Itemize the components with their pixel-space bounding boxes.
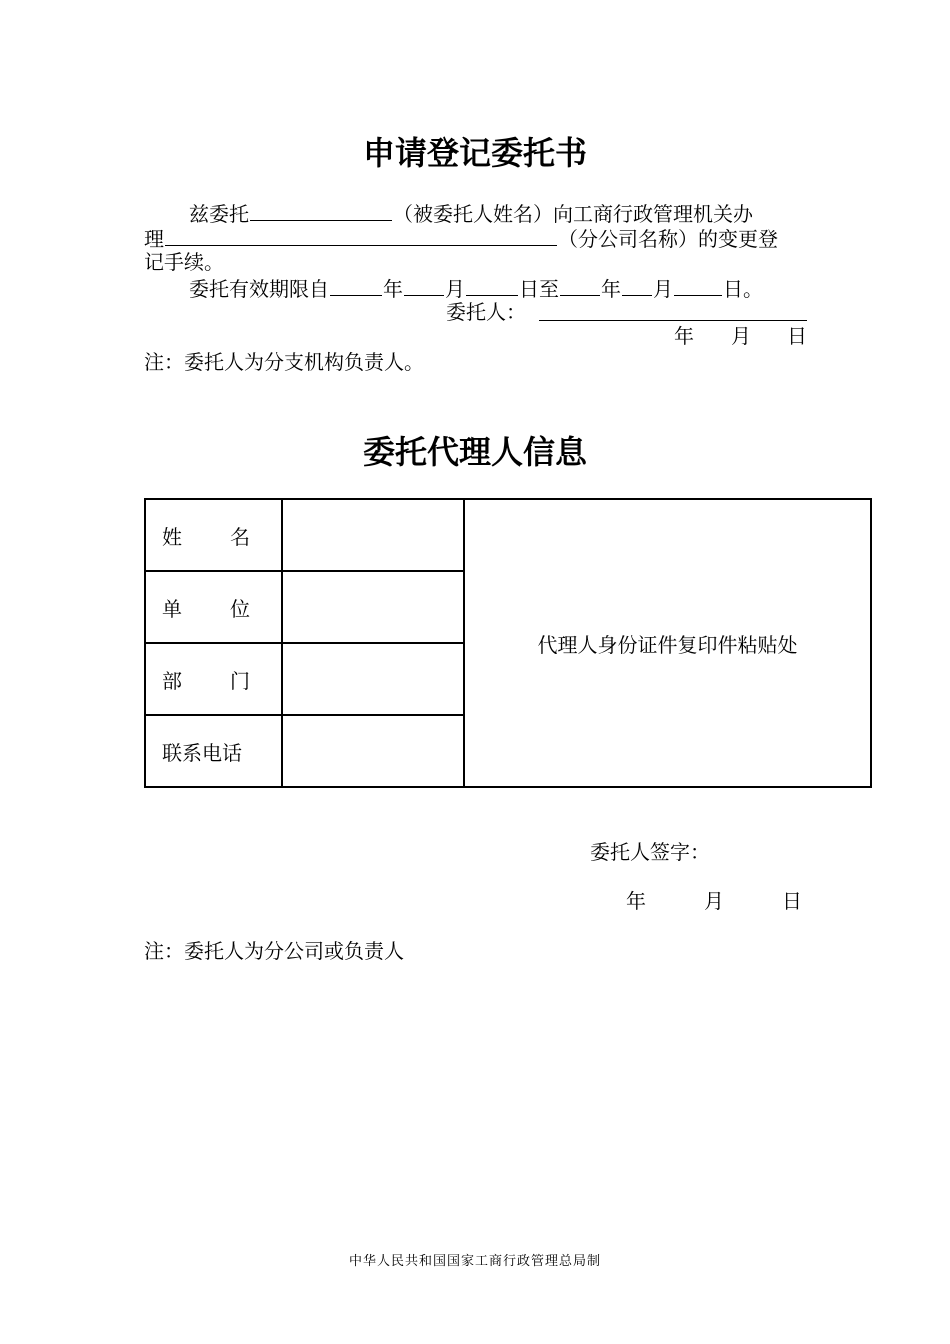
period-year2-label: 年 [601, 277, 621, 301]
date-day-2: 日 [782, 889, 802, 913]
end-day-blank[interactable] [674, 275, 722, 296]
agent-name-blank[interactable] [250, 200, 392, 221]
date-month-1: 月 [731, 324, 751, 348]
date-month-2: 月 [704, 889, 724, 913]
name-label-b: 名 [230, 524, 250, 549]
agent-info-title: 委托代理人信息 [362, 433, 587, 471]
dept-label-b: 门 [230, 668, 250, 693]
period-month2-label: 月 [653, 277, 673, 301]
period-year-label: 年 [383, 277, 403, 301]
note-2: 注：委托人为分公司或负责人 [144, 939, 404, 963]
principal-label: 委托人： [446, 300, 526, 324]
dept-label-a: 部 [162, 668, 182, 693]
agent-info-table [144, 498, 872, 788]
para1-line3: 记手续。 [144, 250, 224, 274]
phone-value-cell[interactable] [282, 715, 464, 787]
unit-label-cell [145, 571, 282, 643]
document-title: 申请登记委托书 [362, 134, 587, 172]
date-day-1: 日 [787, 324, 807, 348]
id-copy-paste-area: 代理人身份证件复印件粘贴处 [464, 499, 871, 787]
phone-label-cell: 联系电话 [145, 715, 282, 787]
unit-label-b: 位 [230, 596, 250, 621]
period-month-label: 月 [445, 277, 465, 301]
start-year-blank[interactable] [330, 275, 382, 296]
note-1: 注：委托人为分支机构负责人。 [144, 350, 424, 374]
table-row [145, 499, 871, 571]
para1-line2-prefix: 理 [144, 227, 164, 251]
unit-value-cell[interactable] [282, 571, 464, 643]
name-label-a: 姓 [162, 524, 182, 549]
para1-prefix: 兹委托 [189, 202, 249, 226]
start-day-blank[interactable] [466, 275, 518, 296]
period-prefix: 委托有效期限自 [189, 277, 329, 301]
validity-period [189, 275, 763, 301]
branch-name-blank[interactable] [165, 225, 557, 246]
footer-issuer: 中华人民共和国国家工商行政管理总局制 [348, 1254, 601, 1269]
start-month-blank[interactable] [404, 275, 444, 296]
dept-value-cell[interactable] [282, 643, 464, 715]
period-dayend-label: 日。 [723, 277, 763, 301]
name-label-cell [145, 499, 282, 571]
dept-label-cell [145, 643, 282, 715]
date-year-2: 年 [626, 889, 646, 913]
para1-line1 [189, 200, 753, 226]
signature-label: 委托人签字： [590, 840, 710, 864]
para1-mid2: （分公司名称）的变更登 [558, 227, 778, 251]
para1-line2 [144, 225, 778, 251]
name-value-cell[interactable] [282, 499, 464, 571]
end-month-blank[interactable] [622, 275, 652, 296]
principal-signature-line[interactable] [539, 320, 807, 321]
unit-label-a: 单 [162, 596, 182, 621]
para1-mid1: （被委托人姓名）向工商行政管理机关办 [393, 202, 753, 226]
date-year-1: 年 [674, 324, 694, 348]
period-dayto-label: 日至 [519, 277, 559, 301]
end-year-blank[interactable] [560, 275, 600, 296]
